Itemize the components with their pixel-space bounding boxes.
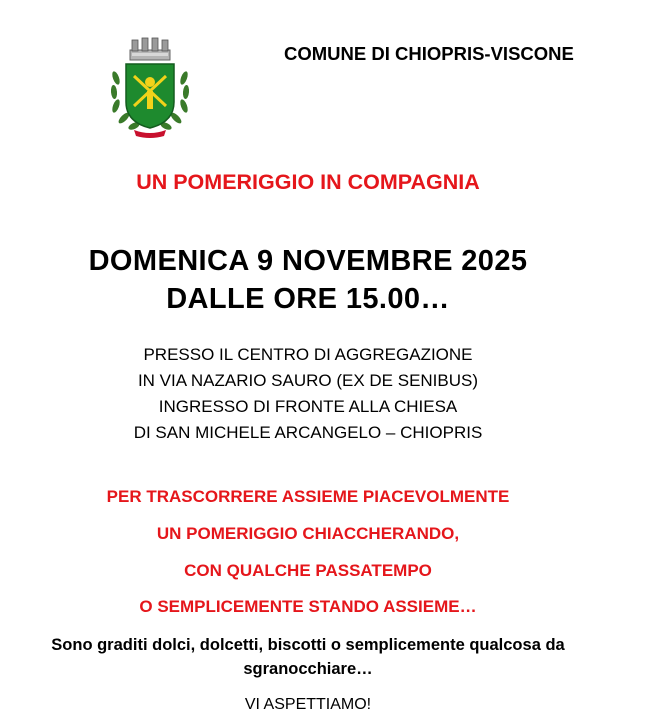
event-time: DALLE ORE 15.00… <box>166 283 450 315</box>
event-title: UN POMERIGGIO IN COMPAGNIA <box>136 170 480 194</box>
coat-of-arms-icon <box>104 36 196 140</box>
crown-icon <box>130 38 170 60</box>
venue-line: DI SAN MICHELE ARCANGELO – CHIOPRIS <box>133 423 483 442</box>
municipality-name: COMUNE DI CHIOPRIS-VISCONE <box>284 43 574 64</box>
venue-line: IN VIA NAZARIO SAURO (EX DE SENIBUS) <box>137 371 479 390</box>
description-line: O SEMPLICEMENTE STANDO ASSIEME… <box>139 597 477 616</box>
event-date: DOMENICA 9 NOVEMBRE 2025 <box>88 245 528 277</box>
description-line: PER TRASCORRERE ASSIEME PIACEVOLMENTE <box>106 487 510 506</box>
refreshment-note: Sono graditi dolci, dolcetti, biscotti o semplicemente qualcosa da <box>51 636 565 654</box>
description-line: UN POMERIGGIO CHIACCHERANDO, <box>156 524 460 543</box>
venue-line: INGRESSO DI FRONTE ALLA CHIESA <box>158 397 458 416</box>
venue-line: PRESSO IL CENTRO DI AGGREGAZIONE <box>143 345 473 364</box>
closing-message: VI ASPETTIAMO! <box>244 696 372 713</box>
ribbon-icon <box>134 130 166 138</box>
description-line: CON QUALCHE PASSATEMPO <box>184 561 432 580</box>
refreshment-note-continued: sgranocchiare… <box>243 660 373 678</box>
shield-icon <box>126 64 174 128</box>
